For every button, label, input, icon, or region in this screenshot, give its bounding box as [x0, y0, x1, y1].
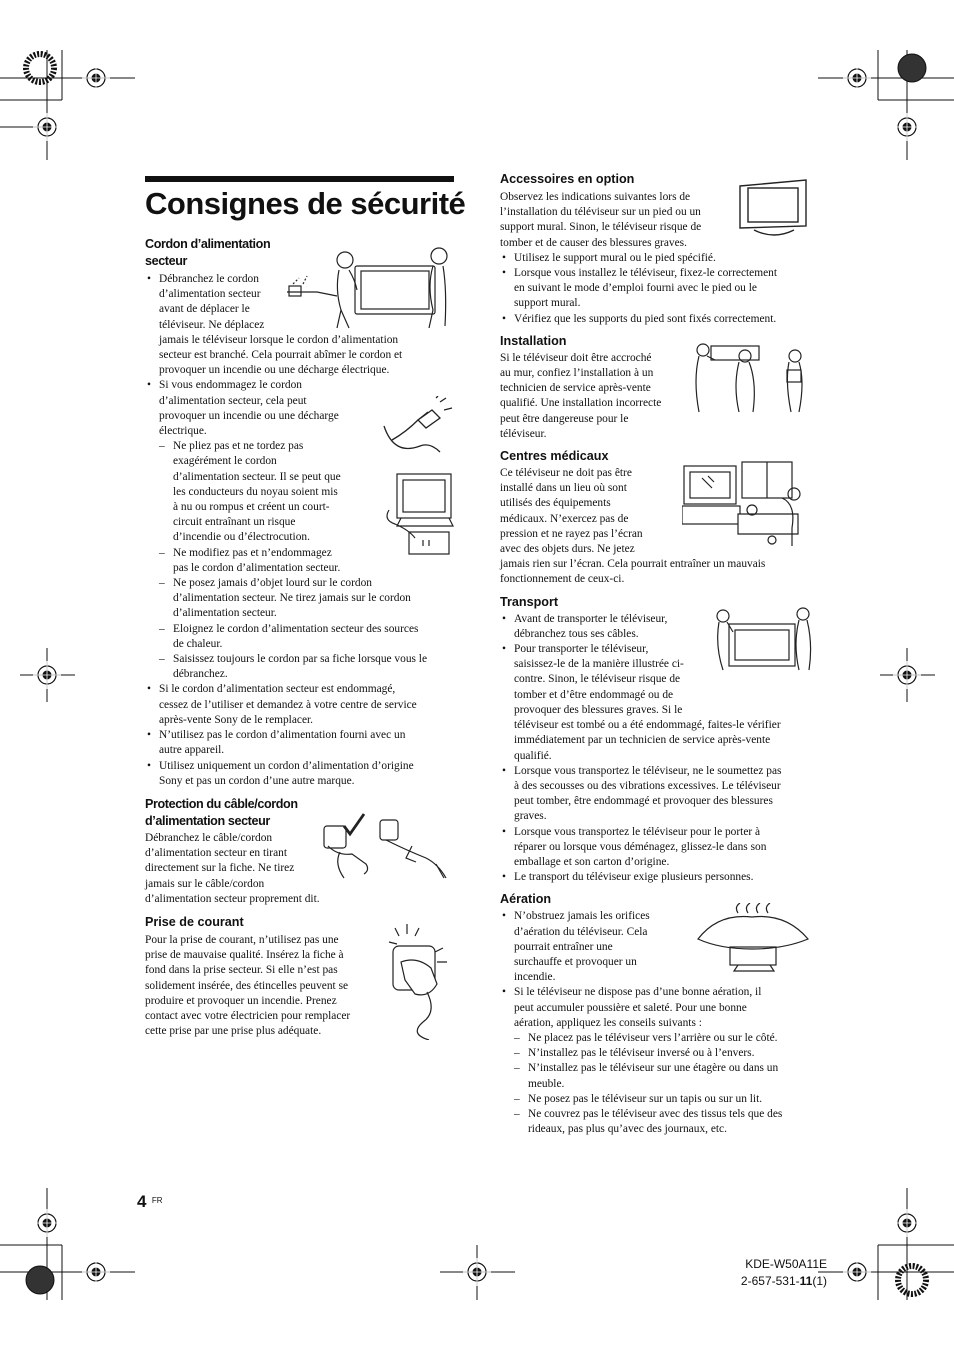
section-heading: Aération [500, 892, 552, 907]
list-item: • N’utilisez pas le cordon d’alimentation fourni avec un autre appareil. [145, 728, 457, 758]
list-item: • Lorsque vous installez le téléviseur, fixez-le correctement en suivant le mode d’emploi fourni avec le pied ou le support mural. [500, 266, 815, 312]
list-item: – Ne modifiez pas et n’endommagez pas le cordon d’alimentation secteur. [145, 546, 457, 576]
list-item: – N’installez pas le téléviseur inversé ou à l’envers. [500, 1046, 815, 1061]
list-item: • Débranchez le cordon d’alimentation secteur avant de déplacer le téléviseur. Ne déplacez jamais le téléviseur lorsque le cordon d’alimentation secteur est branché. Cela pourrait abîmer le cordon et provoquer un incendie ou une décharge électrique. [145, 272, 457, 378]
list-item: • Le transport du téléviseur exige plusieurs personnes. [500, 870, 815, 885]
registration-mark-icon [33, 1209, 61, 1237]
registration-mark-icon [893, 661, 921, 689]
list-item: • N’obstruez jamais les orifices d’aération du téléviseur. Cela pourrait entraîner une surchauffe et provoquer un incendie. [500, 909, 815, 985]
tv-on-cord-illustration [385, 470, 455, 558]
title-rule [145, 176, 454, 182]
wall-socket-illustration [387, 922, 457, 1040]
list-item: • Avant de transporter le téléviseur, débranchez tous ses câbles. [500, 612, 815, 642]
section-heading: Cordon d’alimentation secteur [145, 237, 271, 268]
check-mark-icon [344, 814, 364, 834]
list-item: • Lorsque vous transportez le téléviseur, ne le soumettez pas à des secousses ou des vibrations excessives. Le téléviseur peut tomber, être endommagé et provoquer des blessures graves. [500, 764, 815, 825]
registration-mark-icon [33, 661, 61, 689]
list-item: – Ne posez pas le téléviseur sur un tapis ou sur un lit. [500, 1092, 815, 1107]
section-heading: Centres médicaux [500, 449, 609, 464]
registration-mark-icon [463, 1258, 491, 1286]
unplug-illustration [320, 812, 454, 886]
wall-installation-illustration [683, 340, 811, 416]
section-heading: Transport [500, 594, 559, 609]
registration-mark-icon [82, 1258, 110, 1286]
list-item: • Si vous endommagez le cordon d’alimentation secteur, cela peut provoquer un incendie ou une décharge électrique. [145, 378, 457, 439]
registration-mark-icon [843, 64, 871, 92]
page-title: Consignes de sécurité [145, 186, 466, 221]
list-item: – Eloignez le cordon d’alimentation secteur des sources de chaleur. [145, 622, 457, 652]
registration-mark-icon [893, 113, 921, 141]
paragraph: Ce téléviseur ne doit pas être installé dans un lieu où sont utilisés des équipements médicaux. N’exercez pas de pression et ne rayez pas l’écran avec des objets durs. Ne jetez jamais rien sur l’écran. Cela pourrait entraîner un mauvais fonctionnement de ceux-ci. [500, 467, 766, 586]
list-item: • Utilisez le support mural ou le pied spécifié. [500, 251, 815, 266]
paragraph: Si le téléviseur doit être accroché au mur, confiez l’installation à un technicien de service après-vente qualifié. Une installation incorrecte peut être dangereuse pour le téléviseur. [500, 351, 662, 440]
registration-mark-icon [893, 1209, 921, 1237]
list-item: – Ne pliez pas et ne tordez pas exagérément le cordon d’alimentation secteur. Il se peut que les conducteurs du noyau soient mis à nu ou rompus et créent un court- circuit entraînant un risque d’incendie ou d’électrocution. [145, 439, 457, 545]
list-item: – Ne posez jamais d’objet lourd sur le cordon d’alimentation secteur. Ne tirez jamais sur le cordon d’alimentation secteur. [145, 576, 457, 622]
section-heading: Accessoires en option [500, 172, 635, 186]
section-heading: Installation [500, 333, 567, 348]
page-number: 4 $^{FR}$ [137, 1192, 163, 1211]
list-item: • Vérifiez que les supports du pied sont fixés correctement. [500, 312, 815, 327]
list-item: • Si le téléviseur ne dispose pas d’une bonne aération, il peut accumuler poussière et saleté. Pour une bonne aération, appliquez les conseils suivants : [500, 985, 815, 1031]
list-item: • Lorsque vous transportez le téléviseur pour le porter à réparer ou lorsque vous déménagez, glissez-le dans son emballage et son carton d’origine. [500, 825, 815, 871]
section-heading: Prise de courant [145, 914, 244, 929]
paragraph: Observez les indications suivantes lors de l’installation du téléviseur sur un pied ou un support mural. Sinon, le téléviseur risque de tomber et de causer des blessures graves. [500, 191, 702, 249]
list-item: – Ne placez pas le téléviseur vers l’arrière ou sur le côté. [500, 1031, 815, 1046]
list-item: • Pour transporter le téléviseur, saisissez-le de la manière illustrée ci- contre. Sinon, le téléviseur risque de tomber et d’être endommagé ou de provoquer des blessures graves. Si le téléviseur est tombé ou a été endommagé, faites-le vérifier immédiatement par un technicien de service après-vente qualifié. [500, 642, 815, 764]
covered-tv-illustration [694, 903, 812, 973]
registration-mark-icon [843, 1258, 871, 1286]
registration-mark-icon [33, 113, 61, 141]
left-column [145, 236, 457, 1039]
medical-center-illustration [682, 458, 810, 548]
section-heading: Protection du câble/cordon d’alimentation secteur [145, 796, 298, 828]
paragraph: Débranchez le câble/cordon d’alimentation secteur en tirant directement sur la fiche. Ne tirez jamais sur le câble/cordon d’alimentation secteur proprement dit. [145, 831, 320, 905]
damaged-cord-illustration [378, 396, 456, 460]
list-item: – Saisissez toujours le cordon par sa fiche lorsque vous le débranchez. [145, 652, 457, 682]
transport-tv-illustration [713, 606, 813, 672]
list-item: – N’installez pas le téléviseur sur une étagère ou dans un meuble. [500, 1061, 815, 1091]
tv-front-illustration [736, 178, 810, 240]
registration-mark-icon [82, 64, 110, 92]
model-code: KDE-W50A11E 2-657-531-11(1) [740, 1257, 827, 1288]
list-item: • Utilisez uniquement un cordon d’alimentation d’origine Sony et pas un cordon d’une autre marque. [145, 759, 457, 789]
people-carrying-tv-illustration [283, 244, 453, 330]
list-item: – Ne couvrez pas le téléviseur avec des tissus tels que des rideaux, pas plus qu’avec des journaux, etc. [500, 1107, 815, 1137]
paragraph: Pour la prise de courant, n’utilisez pas une prise de mauvaise qualité. Insérez la fiche à fond dans la prise secteur. Si elle n’est pas solidement insérée, des étincelles peuvent se produire et provoquer un incendie. Prenez contact avec votre électricien pour remplacer cette prise par une prise plus adéquate. [145, 933, 351, 1038]
list-item: • Si le cordon d’alimentation secteur est endommagé, cessez de l’utiliser et demandez à votre centre de service après-vente Sony de le remplacer. [145, 682, 457, 728]
